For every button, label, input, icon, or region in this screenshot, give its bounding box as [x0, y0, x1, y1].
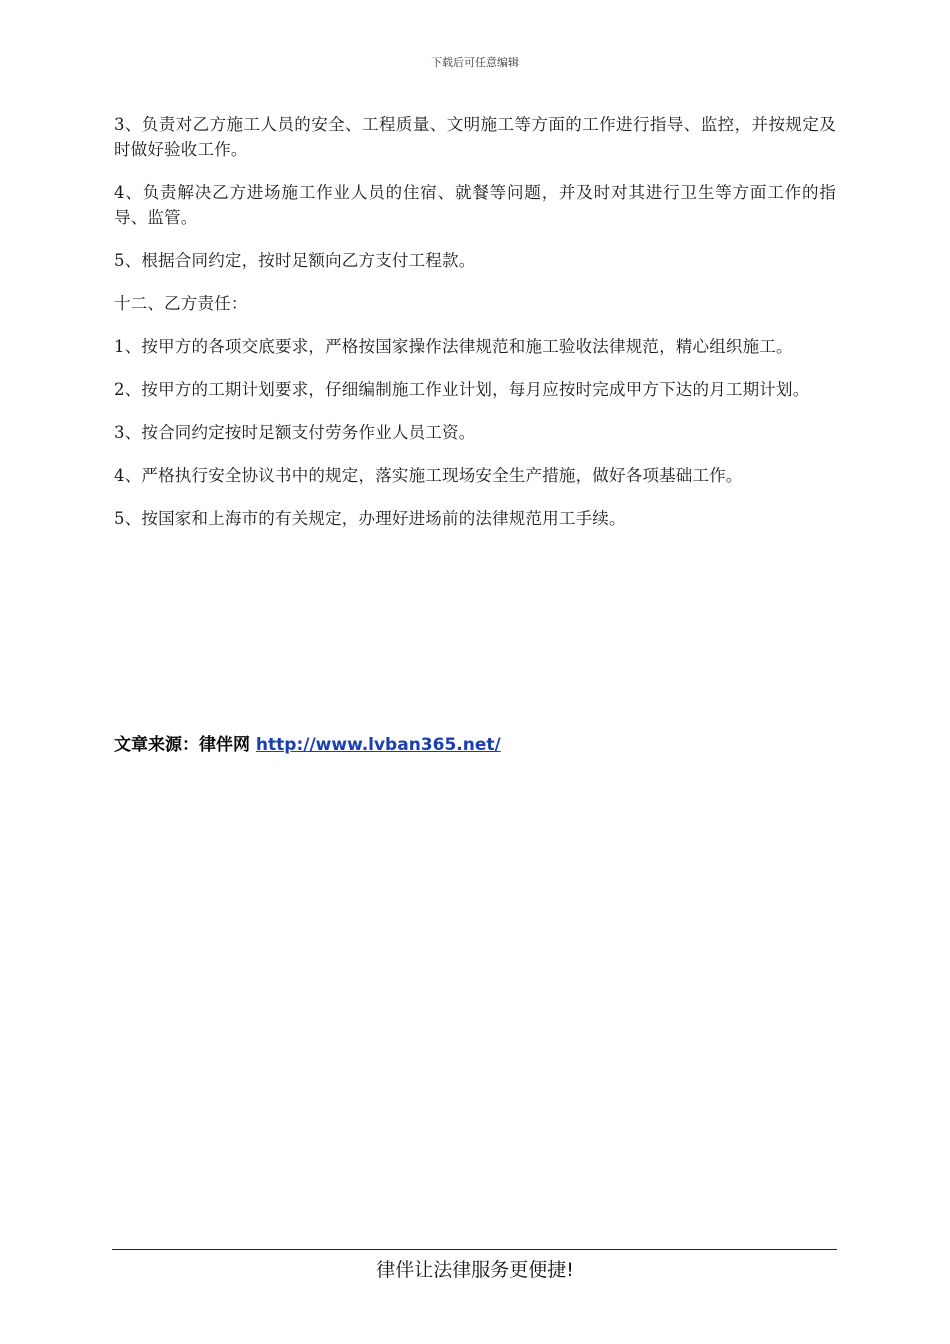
paragraph-b5: 5、按国家和上海市的有关规定，办理好进场前的法律规范用工手续。 — [114, 509, 626, 528]
paragraph-a4: 4、负责解决乙方进场施工作业人员的住宿、就餐等问题，并及时对其进行卫生等方面工作的指导、监管。 — [114, 183, 836, 227]
footer-slogan: 律伴让法律服务更便捷! — [376, 1259, 574, 1281]
footer-divider — [112, 1249, 837, 1250]
source-label: 文章来源：律伴网 — [114, 735, 250, 755]
article-source — [114, 730, 501, 755]
page-header-note: 下载后可任意编辑 — [431, 56, 519, 69]
paragraph-b3: 3、按合同约定按时足额支付劳务作业人员工资。 — [114, 423, 476, 442]
paragraph-a3: 3、负责对乙方施工人员的安全、工程质量、文明施工等方面的工作进行指导、监控，并按规定及时做好验收工作。 — [114, 115, 836, 159]
paragraph-b2: 2、按甲方的工期计划要求，仔细编制施工作业计划，每月应按时完成甲方下达的月工期计划。 — [114, 380, 810, 399]
document-body — [114, 112, 836, 549]
paragraph-b4: 4、严格执行安全协议书中的规定，落实施工现场安全生产措施，做好各项基础工作。 — [114, 466, 743, 485]
paragraph-a5: 5、根据合同约定，按时足额向乙方支付工程款。 — [114, 251, 476, 270]
section-heading-12: 十二、乙方责任： — [114, 294, 248, 313]
source-link[interactable]: http://www.lvban365.net/ — [255, 735, 501, 755]
paragraph-b1: 1、按甲方的各项交底要求，严格按国家操作法律规范和施工验收法律规范，精心组织施工。 — [114, 337, 793, 356]
